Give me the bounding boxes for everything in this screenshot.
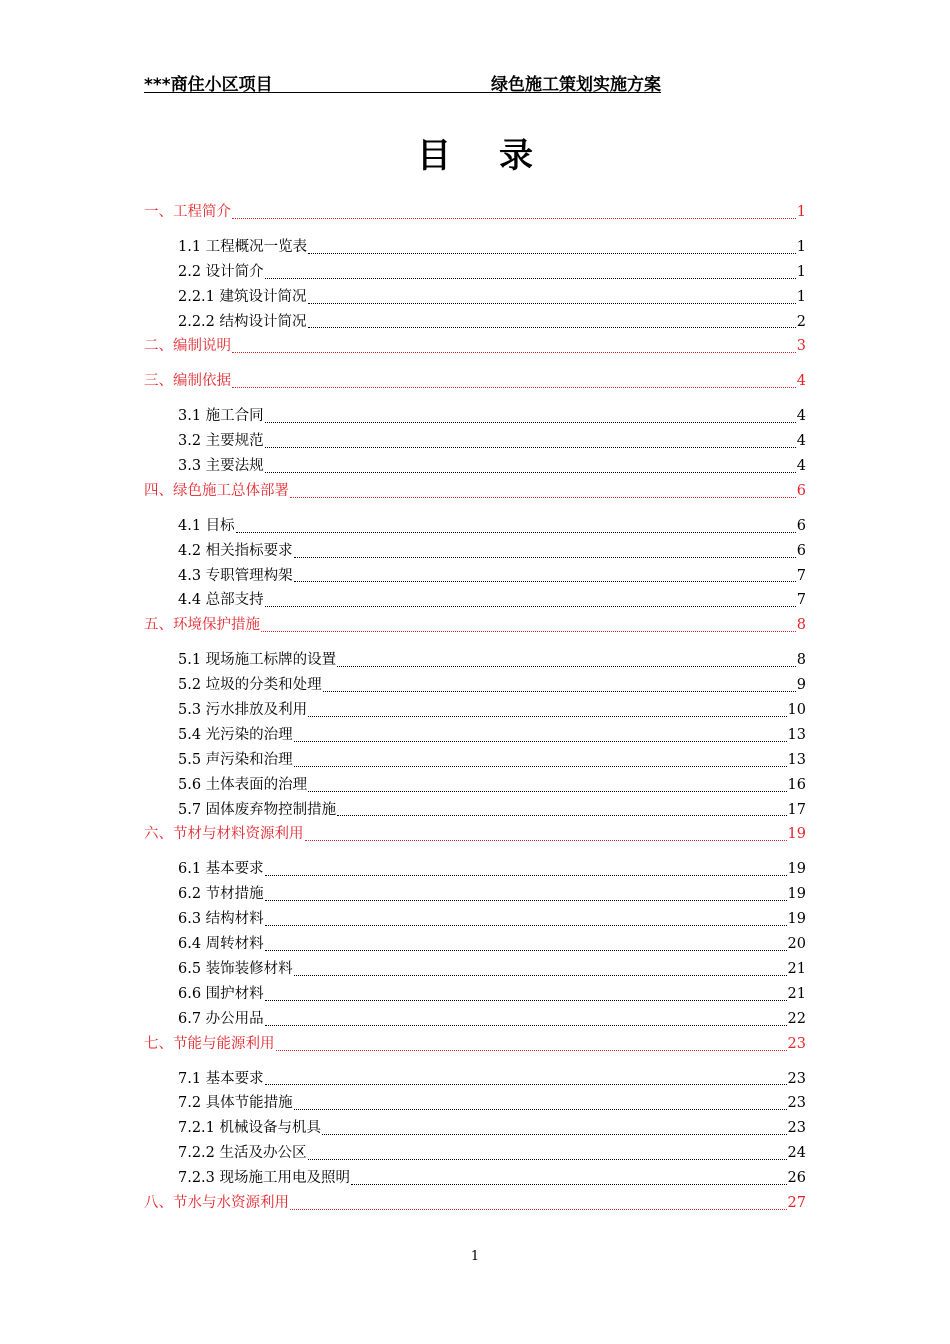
- toc-entry-title: 六、节材与材料资源利用: [144, 826, 304, 843]
- toc-leader-dots: [337, 814, 786, 816]
- toc-section-entry[interactable]: [144, 798, 806, 823]
- toc-leader-dots: [265, 446, 796, 448]
- toc-section-entry[interactable]: [144, 539, 806, 564]
- toc-entry-page: 23: [787, 1070, 806, 1087]
- toc-entry-page: 22: [787, 1010, 806, 1027]
- toc-section-entry[interactable]: [144, 748, 806, 773]
- toc-entry-title: 7.2.3 现场施工用电及照明: [178, 1170, 351, 1187]
- toc-entry-title: 4.2 相关指标要求: [178, 542, 293, 559]
- toc-entry-title: 7.2.2 生活及办公区: [178, 1145, 307, 1162]
- toc-entry-page: 10: [787, 702, 806, 719]
- toc-entry-title: 四、绿色施工总体部署: [144, 482, 289, 499]
- toc-entry-title: 一、工程简介: [144, 204, 231, 220]
- toc-entry-page: 8: [796, 652, 806, 669]
- toc-chapter-entry[interactable]: [144, 200, 806, 225]
- toc-entry-title: 6.5 装饰装修材料: [178, 960, 293, 977]
- toc-leader-dots: [294, 740, 787, 742]
- toc-section-entry[interactable]: [144, 564, 806, 589]
- toc-section-entry[interactable]: [144, 932, 806, 957]
- toc-entry-page: 19: [787, 886, 806, 903]
- toc-section-entry[interactable]: [144, 1141, 806, 1166]
- toc-section-entry[interactable]: [144, 514, 806, 539]
- toc-section-entry[interactable]: [144, 882, 806, 907]
- toc-leader-dots: [232, 217, 796, 219]
- toc-entry-title: 七、节能与能源利用: [144, 1035, 275, 1052]
- toc-entry-page: 4: [796, 433, 806, 450]
- toc-leader-dots: [265, 949, 787, 951]
- toc-leader-dots: [265, 605, 796, 607]
- toc-section-entry[interactable]: [144, 1007, 806, 1032]
- toc-leader-dots: [294, 556, 796, 558]
- toc-leader-dots: [261, 630, 796, 632]
- toc-chapter-entry[interactable]: [144, 334, 806, 359]
- page-title: 目录: [417, 136, 581, 176]
- toc-entry-page: 4: [796, 458, 806, 475]
- toc-leader-dots: [323, 690, 796, 692]
- header-document-title: 绿色施工策划实施方案: [491, 75, 661, 95]
- toc-section-entry[interactable]: [144, 648, 806, 673]
- toc-leader-dots: [305, 839, 787, 841]
- toc-chapter-entry[interactable]: [144, 1191, 806, 1216]
- toc-entry-page: 6: [796, 482, 806, 499]
- toc-leader-dots: [322, 1133, 787, 1135]
- toc-leader-dots: [265, 421, 796, 423]
- page-number: 1: [470, 1249, 480, 1264]
- toc-entry-title: 2.2 设计简介: [178, 263, 264, 280]
- toc-section-entry[interactable]: [144, 673, 806, 698]
- toc-entry-page: 8: [796, 617, 806, 634]
- toc-leader-dots: [265, 1083, 787, 1085]
- toc-entry-page: 4: [796, 373, 806, 390]
- toc-entry-title: 3.1 施工合同: [178, 408, 264, 425]
- toc-entry-title: 7.2 具体节能措施: [178, 1095, 293, 1112]
- toc-entry-title: 5.7 固体废弃物控制措施: [178, 801, 337, 818]
- toc-section-entry[interactable]: [144, 285, 806, 310]
- toc-entry-title: 6.6 围护材料: [178, 985, 264, 1002]
- toc-entry-page: 13: [787, 726, 806, 743]
- toc-entry-page: 19: [787, 911, 806, 928]
- toc-entry-page: 16: [787, 776, 806, 793]
- toc-leader-dots: [232, 386, 796, 388]
- toc-entry-title: 5.4 光污染的治理: [178, 726, 293, 743]
- toc-entry-page: 3: [796, 338, 806, 355]
- toc-entry-title: 6.4 周转材料: [178, 936, 264, 953]
- toc-leader-dots: [265, 924, 787, 926]
- toc-section-entry[interactable]: [144, 429, 806, 454]
- toc-entry-page: 27: [787, 1194, 806, 1211]
- toc-section-entry[interactable]: [144, 588, 806, 613]
- toc-section-entry[interactable]: [144, 982, 806, 1007]
- header-project-name: ***商住小区项目: [144, 75, 273, 95]
- toc-entry-page: 6: [796, 542, 806, 559]
- toc-section-entry[interactable]: [144, 404, 806, 429]
- toc-entry-page: 23: [787, 1035, 806, 1052]
- toc-leader-dots: [351, 1183, 787, 1185]
- toc-leader-dots: [290, 496, 796, 498]
- toc-entry-page: 23: [787, 1095, 806, 1112]
- toc-entry-page: 21: [787, 985, 806, 1002]
- toc-entry-title: 5.5 声污染和治理: [178, 751, 293, 768]
- toc-entry-title: 2.2.1 建筑设计简况: [178, 288, 307, 305]
- toc-section-entry[interactable]: [144, 723, 806, 748]
- toc-leader-dots: [294, 1108, 787, 1110]
- toc-section-entry[interactable]: [144, 1116, 806, 1141]
- toc-entry-page: 1: [796, 288, 806, 305]
- toc-leader-dots: [265, 999, 787, 1001]
- toc-leader-dots: [290, 1208, 787, 1210]
- toc-leader-dots: [308, 302, 796, 304]
- toc-entry-title: 6.2 节材措施: [178, 886, 264, 903]
- toc-entry-page: 7: [796, 567, 806, 584]
- toc-leader-dots: [294, 765, 787, 767]
- toc-section-entry[interactable]: [144, 907, 806, 932]
- toc-section-entry[interactable]: [144, 957, 806, 982]
- toc-leader-dots: [308, 326, 796, 328]
- toc-entry-title: 5.1 现场施工标牌的设置: [178, 652, 337, 669]
- toc-leader-dots: [337, 665, 796, 667]
- toc-entry-title: 5.6 土体表面的治理: [178, 776, 308, 793]
- toc-section-entry[interactable]: [144, 310, 806, 335]
- toc-entry-title: 6.1 基本要求: [178, 861, 264, 878]
- toc-entry-page: 6: [796, 517, 806, 534]
- toc-entry-title: 三、编制依据: [144, 373, 231, 390]
- toc-chapter-entry[interactable]: [144, 1032, 806, 1057]
- toc-entry-page: 23: [787, 1120, 806, 1137]
- toc-entry-title: 4.1 目标: [178, 517, 235, 534]
- toc-section-entry[interactable]: [144, 773, 806, 798]
- toc-entry-page: 7: [796, 592, 806, 609]
- toc-leader-dots: [308, 252, 796, 254]
- toc-leader-dots: [308, 1158, 787, 1160]
- toc-leader-dots: [265, 277, 796, 279]
- toc-section-entry[interactable]: [144, 260, 806, 285]
- toc-chapter-entry[interactable]: [144, 479, 806, 504]
- toc-section-entry[interactable]: [144, 857, 806, 882]
- toc-entry-title: 5.2 垃圾的分类和处理: [178, 677, 322, 694]
- toc-entry-title: 7.2.1 机械设备与机具: [178, 1120, 322, 1137]
- toc-entry-page: 4: [796, 408, 806, 425]
- toc-section-entry[interactable]: [144, 235, 806, 260]
- toc-entry-page: 1: [796, 238, 806, 255]
- toc-leader-dots: [236, 531, 796, 533]
- toc-entry-page: 26: [787, 1170, 806, 1187]
- toc-entry-title: 八、节水与水资源利用: [144, 1194, 289, 1211]
- toc-leader-dots: [265, 471, 796, 473]
- toc-entry-page: 20: [787, 936, 806, 953]
- toc-section-entry[interactable]: [144, 1067, 806, 1092]
- toc-entry-title: 5.3 污水排放及利用: [178, 702, 308, 719]
- toc-entry-title: 二、编制说明: [144, 338, 231, 355]
- toc-leader-dots: [232, 351, 796, 353]
- toc-section-entry[interactable]: [144, 698, 806, 723]
- toc-entry-page: 19: [787, 826, 806, 843]
- toc-chapter-entry[interactable]: [144, 613, 806, 638]
- toc-entry-page: 2: [796, 313, 806, 330]
- toc-chapter-entry[interactable]: [144, 822, 806, 847]
- toc-leader-dots: [308, 715, 786, 717]
- toc-entry-title: 6.3 结构材料: [178, 911, 264, 928]
- toc-entry-page: 24: [787, 1145, 806, 1162]
- toc-leader-dots: [265, 874, 787, 876]
- page-header: [144, 70, 661, 93]
- toc-section-entry[interactable]: [144, 1091, 806, 1116]
- toc-entry-page: 21: [787, 960, 806, 977]
- toc-section-entry[interactable]: [144, 1166, 806, 1191]
- toc-chapter-entry[interactable]: [144, 369, 806, 394]
- toc-leader-dots: [294, 580, 796, 582]
- toc-entry-title: 3.2 主要规范: [178, 433, 264, 450]
- toc-leader-dots: [265, 1024, 787, 1026]
- toc-entry-title: 4.3 专职管理构架: [178, 567, 293, 584]
- toc-entry-page: 1: [796, 263, 806, 280]
- toc-entry-title: 3.3 主要法规: [178, 458, 264, 475]
- toc-leader-dots: [276, 1049, 787, 1051]
- table-of-contents: [144, 200, 806, 1216]
- toc-leader-dots: [265, 899, 787, 901]
- toc-leader-dots: [294, 974, 787, 976]
- toc-entry-page: 9: [796, 677, 806, 694]
- toc-entry-page: 1: [796, 204, 806, 220]
- toc-entry-page: 17: [787, 801, 806, 818]
- toc-section-entry[interactable]: [144, 454, 806, 479]
- toc-entry-page: 19: [787, 861, 806, 878]
- toc-entry-title: 6.7 办公用品: [178, 1010, 264, 1027]
- toc-entry-title: 7.1 基本要求: [178, 1070, 264, 1087]
- toc-entry-title: 1.1 工程概况一览表: [178, 238, 308, 255]
- toc-leader-dots: [308, 790, 786, 792]
- toc-entry-title: 五、环境保护措施: [144, 617, 260, 634]
- toc-entry-title: 2.2.2 结构设计简况: [178, 313, 307, 330]
- toc-entry-page: 13: [787, 751, 806, 768]
- toc-entry-title: 4.4 总部支持: [178, 592, 264, 609]
